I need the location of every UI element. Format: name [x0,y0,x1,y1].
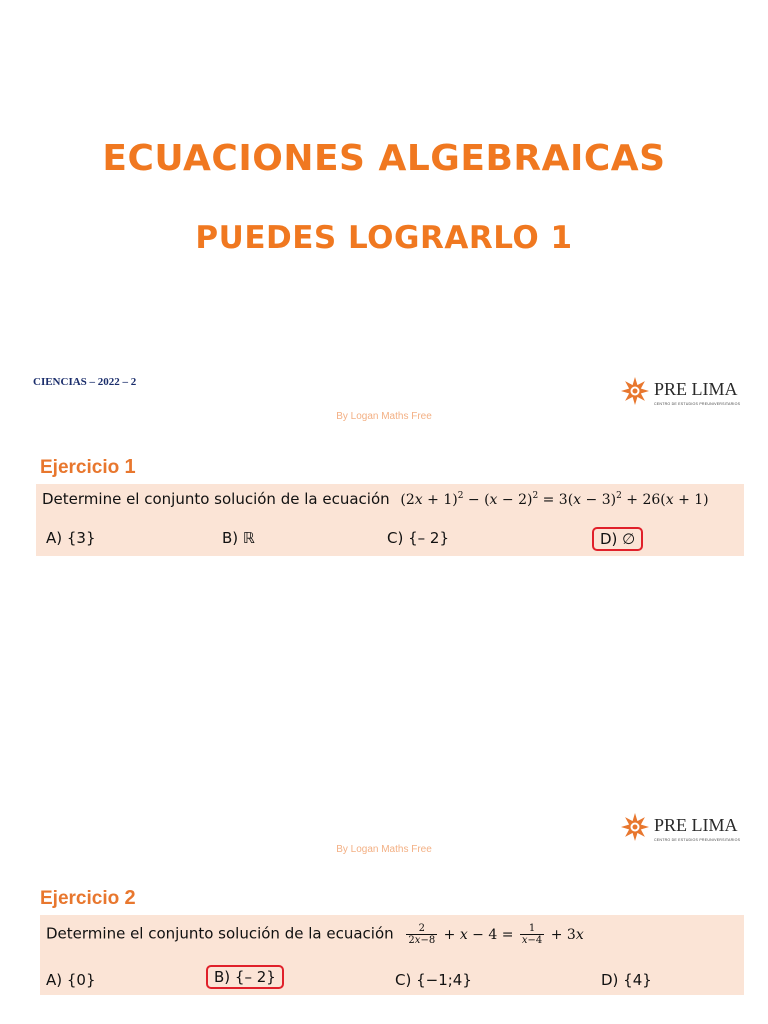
logo-brand: PRE LIMA [654,815,738,835]
logo-tagline: CENTRO DE ESTUDIOS PREUNIVERSITARIOS [654,838,741,842]
page-subtitle: PUEDES LOGRARLO 1 [195,220,573,256]
exercise-1-option-b[interactable]: B) ℝ [222,529,255,547]
logo-tagline: CENTRO DE ESTUDIOS PREUNIVERSITARIOS [654,402,741,406]
exercise-2-option-d[interactable]: D) {4} [601,971,652,989]
exercise-1-statement: Determine el conjunto solución de la ecuación $(2x + 1)^2 - (x - 2)^2 = 3(x - 3)^2 + 26(x + 1)$ [42,490,709,508]
exercise-2-box [40,915,744,995]
pre-lima-star-icon [620,812,650,842]
byline-2: By Logan Maths Free [336,844,432,855]
exercise-1-equation: $(2x + 1)^2 - (x - 2)^2 = 3(x - 3)^2 + 26(x + 1)$ [400,491,709,508]
exercise-2-option-b-correct[interactable]: B) {– 2} [206,965,284,989]
pre-lima-logo [620,376,750,412]
exercise-2-label: Ejercicio 2 [40,887,136,909]
exercise-1-label: Ejercicio 1 [40,456,136,478]
pre-lima-logo-2 [620,812,750,848]
pre-lima-star-icon [620,376,650,406]
exercise-2-equation: $\frac{2}{2x-8}$ + x − 4 = $\frac{1}{x-4}$ + 3x [408,923,584,946]
exercise-1-option-a[interactable]: A) {3} [46,529,96,547]
exercise-2-option-c[interactable]: C) {−1;4} [395,971,472,989]
exercise-1-option-d-correct[interactable]: D) ∅ [592,527,643,551]
exercise-2-option-a[interactable]: A) {0} [46,971,96,989]
byline: By Logan Maths Free [336,411,432,422]
course-label: CIENCIAS – 2022 – 2 [33,376,137,388]
exercise-1-option-c[interactable]: C) {– 2} [387,529,449,547]
exercise-2-statement: Determine el conjunto solución de la ecuación $\frac{2}{2x-8}$ + x − 4 = $\frac{1}{x-4}$ + 3x [46,923,584,946]
page-title: ECUACIONES ALGEBRAICAS [102,138,666,179]
exercise-1-box [36,484,744,556]
logo-brand: PRE LIMA [654,379,738,399]
